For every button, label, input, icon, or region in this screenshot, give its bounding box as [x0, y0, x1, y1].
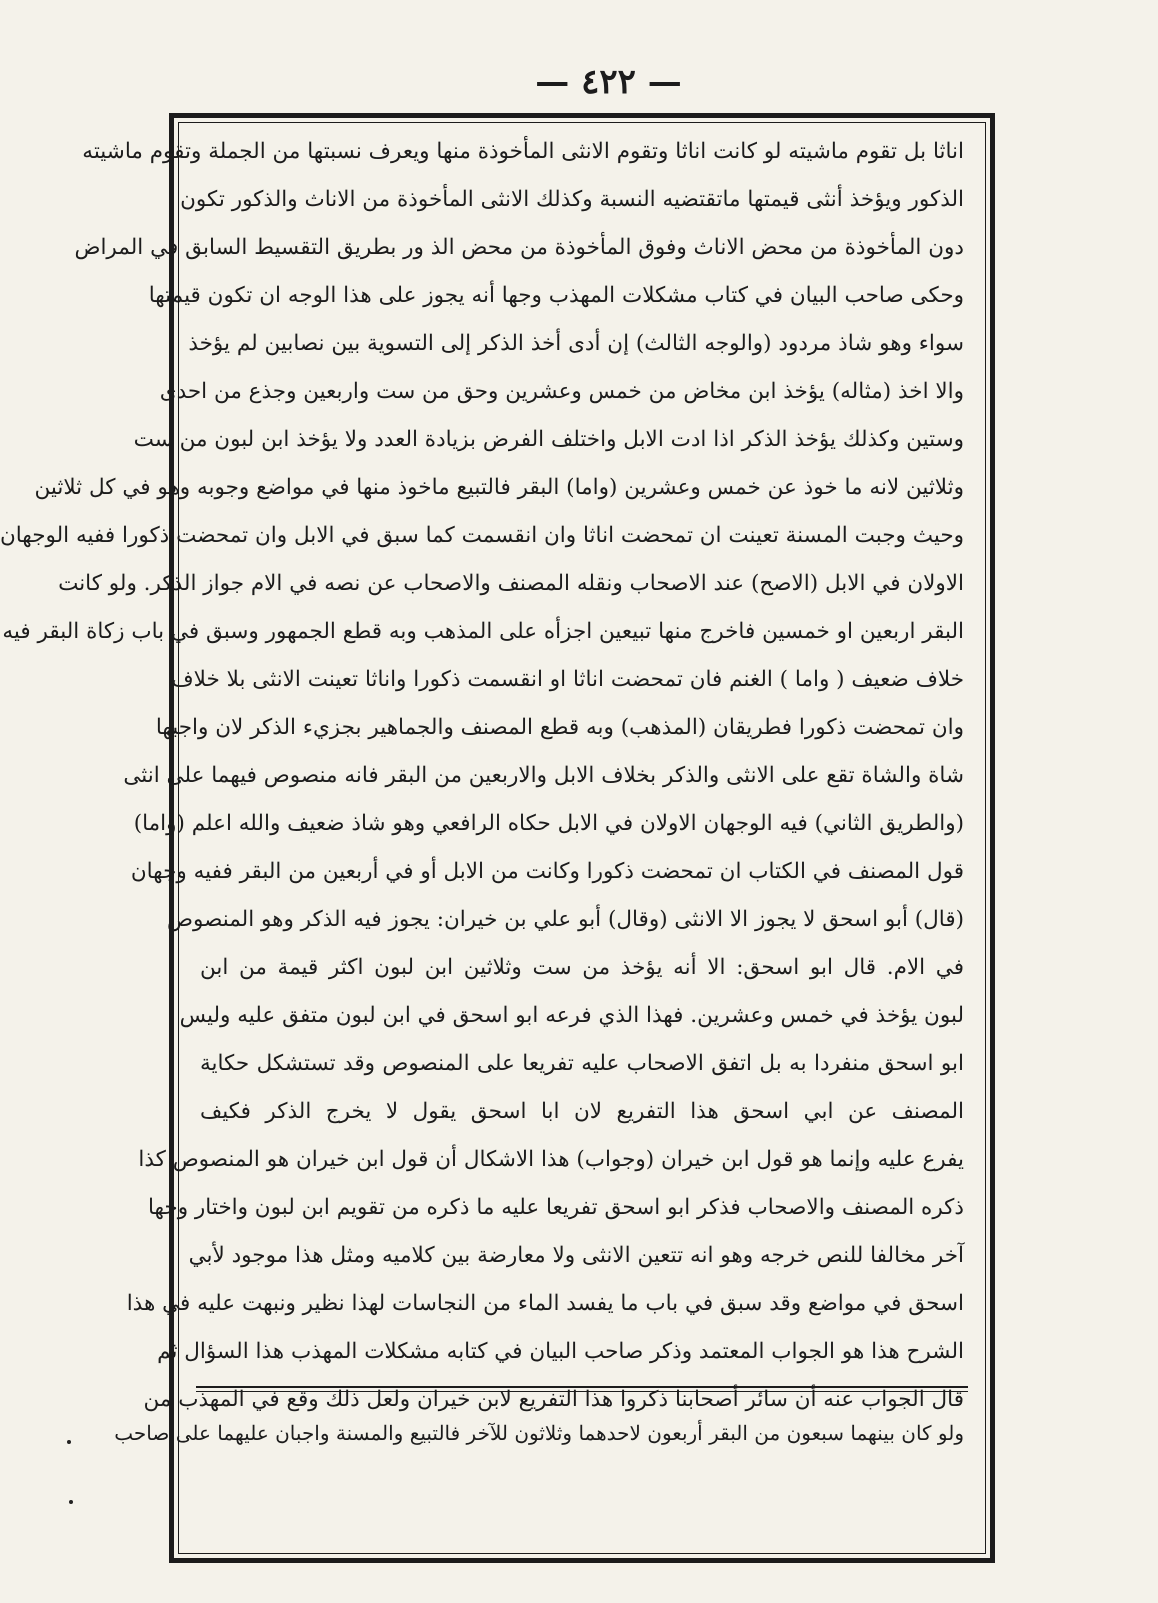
text-line: قال الجواب عنه أن سائر أصحابنا ذكروا هذا التفريع لابن خيران ولعل ذلك وقع في المهذب من: [143, 1387, 964, 1412]
footnote-divider: [196, 1386, 968, 1388]
text-line: يفرع عليه وإنما هو قول ابن خيران (وجواب) هذا الاشكال أن قول ابن خيران هو المنصوص كذا: [138, 1147, 964, 1172]
text-line: اناثا بل تقوم ماشيته لو كانت اناثا وتقوم الانثى المأخوذة منها ويعرف نسبتها من الجملة وتقوم ماشيته: [82, 139, 964, 164]
main-text-block: [0, 128, 964, 1412]
text-line: البقر اربعين او خمسين فاخرج منها تبيعين اجزأه على المذهب وبه قطع الجمهور وسبق في باب زكاة البقر فيه: [2, 619, 964, 644]
text-line: وستين وكذلك يؤخذ الذكر اذا ادت الابل واختلف الفرض بزيادة العدد ولا يؤخذ ابن لبون من ست: [133, 427, 964, 452]
text-line: شاة والشاة تقع على الانثى والذكر بخلاف الابل والاربعين من البقر فانه منصوص فيهما على انثى: [123, 763, 964, 788]
footnote-divider-thin: [196, 1391, 968, 1392]
text-line: وحيث وجبت المسنة تعينت ان تمحضت اناثا وان انقسمت كما سبق في الابل وان تمحضت ذكورا ففيه الوجهان: [0, 523, 964, 548]
text-line: والا اخذ (مثاله) يؤخذ ابن مخاض من خمس وعشرين وحق من ست واربعين وجذع من احدى: [159, 379, 964, 404]
text-line: ذكره المصنف والاصحاب فذكر ابو اسحق تفريعا عليه ما ذكره من تقويم ابن لبون واختار وجها: [147, 1195, 964, 1220]
text-line: خلاف ضعيف ( واما ) الغنم فان تمحضت اناثا او انقسمت ذكورا واناثا تعينت الانثى بلا خلاف: [171, 667, 964, 692]
scan-speck: [69, 1500, 73, 1504]
text-line: وحكى صاحب البيان في كتاب مشكلات المهذب وجها أنه يجوز على هذا الوجه ان تكون قيمتها: [148, 283, 964, 308]
page-number: — ٤٢٢ —: [535, 62, 682, 102]
text-line: المصنف عن ابي اسحق هذا التفريع لان ابا اسحق يقول لا يخرج الذكر فكيف: [200, 1099, 964, 1124]
text-line: قول المصنف في الكتاب ان تمحضت ذكورا وكانت من الابل أو في أربعين من البقر ففيه وجهان: [130, 859, 964, 884]
text-line: وان تمحضت ذكورا فطريقان (المذهب) وبه قطع المصنف والجماهير بجزيء الذكر لان واجبها: [155, 715, 964, 740]
footnote-text: ولو كان بينهما سبعون من البقر أربعون لاحدهما وثلاثون للآخر فالتبيع والمسنة واجبان عليهما على صاحب: [114, 1421, 964, 1445]
text-line: الشرح هذا هو الجواب المعتمد وذكر صاحب البيان في كتابه مشكلات المهذب هذا السؤال ثم: [157, 1339, 964, 1364]
text-line: (قال) أبو اسحق لا يجوز الا الانثى (وقال) أبو علي بن خيران: يجوز فيه الذكر وهو المنصوص: [166, 907, 964, 932]
text-line: وثلاثين لانه ما خوذ عن خمس وعشرين (واما) البقر فالتبيع ماخوذ منها في مواضع وجوبه وهو في كل ثلاثين: [34, 475, 964, 500]
text-line: في الام. قال ابو اسحق: الا أنه يؤخذ من ست وثلاثين ابن لبون اكثر قيمة من ابن: [200, 955, 964, 980]
text-line: لبون يؤخذ في خمس وعشرين. فهذا الذي فرعه ابو اسحق في ابن لبون متفق عليه وليس: [179, 1003, 964, 1028]
page-frame: [0, 113, 995, 1563]
text-line: اسحق في مواضع وقد سبق في باب ما يفسد الماء من النجاسات لهذا نظير ونبهت عليه في هذا: [126, 1291, 964, 1316]
text-line: الاولان في الابل (الاصح) عند الاصحاب ونقله المصنف والاصحاب عن نصه في الام جواز الذكر. ولو كانت: [58, 571, 964, 596]
text-line: سواء وهو شاذ مردود (والوجه الثالث) إن أدى أخذ الذكر إلى التسوية بين نصابين لم يؤخذ: [188, 331, 964, 356]
text-line: آخر مخالفا للنص خرجه وهو انه تتعين الانثى ولا معارضة بين كلاميه ومثل هذا موجود لأبي: [188, 1243, 964, 1268]
scan-speck: [67, 1440, 71, 1444]
text-line: (والطريق الثاني) فيه الوجهان الاولان في الابل حكاه الرافعي وهو شاذ ضعيف والله اعلم (واما): [133, 811, 964, 836]
text-line: ابو اسحق منفردا به بل اتفق الاصحاب عليه تفريعا على المنصوص وقد تستشكل حكاية: [200, 1051, 964, 1076]
text-line: دون المأخوذة من محض الاناث وفوق المأخوذة من محض الذ ور بطريق التقسيط السابق في المراض: [74, 235, 964, 260]
text-line: الذكور ويؤخذ أنثى قيمتها ماتقتضيه النسبة وكذلك الانثى المأخوذة من الاناث والذكور تكون: [180, 187, 964, 212]
